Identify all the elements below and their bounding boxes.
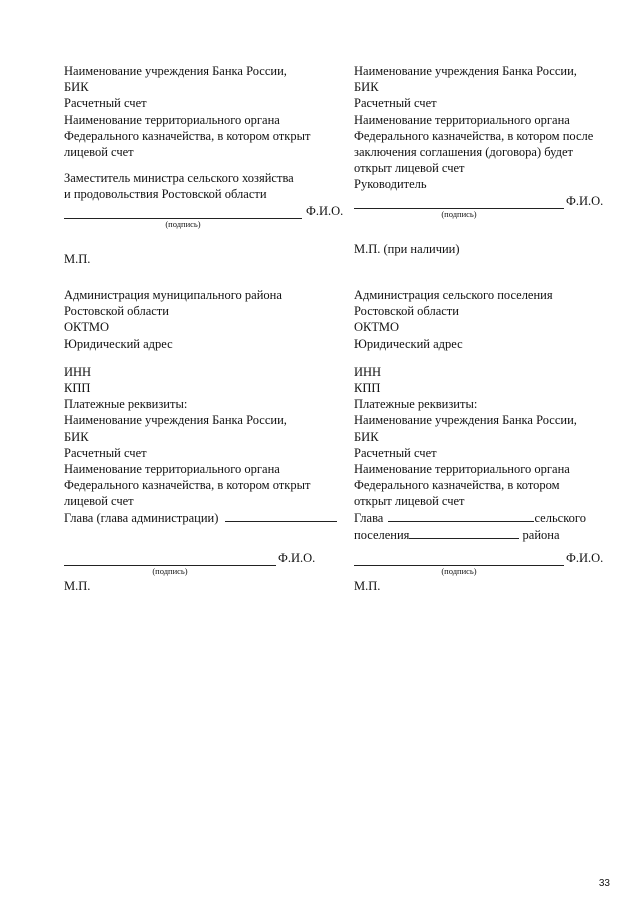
head-line-2 bbox=[354, 526, 606, 542]
left-municipal-block bbox=[64, 287, 347, 594]
page-number: 33 bbox=[598, 878, 610, 889]
treasury-line: Федерального казначейства, в котором открыт bbox=[64, 478, 311, 493]
treasury-line: лицевой счет bbox=[64, 144, 134, 159]
org-name-line: Администрация муниципального района bbox=[64, 288, 282, 302]
account-line: Расчетный счет bbox=[354, 96, 437, 111]
signature-caption: (подпись) bbox=[441, 208, 477, 219]
stamp-label: М.П. bbox=[64, 251, 91, 266]
fio-label: Ф.И.О. bbox=[278, 550, 316, 565]
right-municipal-block bbox=[354, 287, 606, 594]
settlement-label-2: поселения bbox=[354, 527, 410, 542]
stamp-label: М.П. bbox=[64, 578, 91, 593]
signature-row bbox=[354, 550, 606, 566]
signature-row bbox=[64, 203, 347, 219]
bank-name-line: Наименование учреждения Банка России, bbox=[354, 413, 577, 428]
treasury-line: Наименование территориального органа bbox=[354, 461, 570, 476]
kpp-line: КПП bbox=[64, 380, 91, 395]
head-name-field[interactable] bbox=[225, 509, 337, 522]
org-region-line: Ростовской области bbox=[64, 304, 169, 319]
signer-title: Руководитель bbox=[354, 177, 427, 192]
signature-line[interactable] bbox=[354, 196, 564, 209]
signer-title: Заместитель министра сельского хозяйства bbox=[64, 171, 294, 186]
org-name-line: Администрация сельского поселения bbox=[354, 288, 553, 302]
fio-label: Ф.И.О. bbox=[306, 203, 344, 218]
signature-line[interactable] bbox=[354, 553, 564, 566]
head-line bbox=[354, 509, 606, 525]
treasury-line: лицевой счет bbox=[64, 494, 134, 509]
district-label: района bbox=[522, 527, 560, 542]
head-label: Глава (глава администрации) bbox=[64, 511, 219, 526]
payment-details-line: Платежные реквизиты: bbox=[354, 397, 478, 412]
signature-caption: (подпись) bbox=[441, 565, 477, 576]
right-party-block bbox=[354, 63, 606, 257]
head-line bbox=[64, 509, 347, 525]
bank-name-line: Наименование учреждения Банка России, bbox=[64, 64, 287, 78]
inn-line: ИНН bbox=[64, 364, 92, 379]
treasury-line: Наименование территориального органа bbox=[64, 112, 280, 127]
signature-row bbox=[64, 550, 347, 566]
treasury-line: Федерального казначейства, в котором bbox=[354, 478, 560, 493]
bik-line: БИК bbox=[354, 80, 379, 95]
district-name-field[interactable] bbox=[409, 526, 519, 539]
treasury-line: Наименование территориального органа bbox=[64, 461, 280, 476]
bik-line: БИК bbox=[64, 429, 89, 444]
address-line: Юридический адрес bbox=[354, 336, 463, 351]
org-region-line: Ростовской области bbox=[354, 304, 459, 319]
signer-title: и продовольствия Ростовской области bbox=[64, 187, 267, 202]
treasury-line: Федерального казначейства, в котором открыт bbox=[64, 128, 311, 143]
bik-line: БИК bbox=[354, 429, 379, 444]
fio-label: Ф.И.О. bbox=[566, 193, 604, 208]
account-line: Расчетный счет bbox=[64, 445, 147, 460]
bank-name-line: Наименование учреждения Банка России, bbox=[64, 413, 287, 428]
inn-line: ИНН bbox=[354, 364, 382, 379]
address-line: Юридический адрес bbox=[64, 336, 173, 351]
account-line: Расчетный счет bbox=[354, 445, 437, 460]
oktmo-line: ОКТМО bbox=[64, 320, 109, 335]
bank-name-line: Наименование учреждения Банка России, bbox=[354, 64, 577, 78]
stamp-label: М.П. bbox=[354, 578, 381, 593]
account-line: Расчетный счет bbox=[64, 96, 147, 111]
head-label: Глава bbox=[354, 511, 384, 526]
settlement-label: сельского bbox=[534, 511, 586, 526]
signature-caption: (подпись) bbox=[152, 565, 188, 576]
settlement-name-field[interactable] bbox=[388, 509, 534, 522]
signature-caption: (подпись) bbox=[165, 218, 201, 229]
treasury-line: Наименование территориального органа bbox=[354, 112, 570, 127]
stamp-label: М.П. (при наличии) bbox=[354, 241, 460, 256]
fio-label: Ф.И.О. bbox=[566, 550, 604, 565]
kpp-line: КПП bbox=[354, 380, 381, 395]
treasury-line: заключения соглашения (договора) будет bbox=[354, 144, 573, 159]
treasury-line: открыт лицевой счет bbox=[354, 494, 465, 509]
payment-details-line: Платежные реквизиты: bbox=[64, 397, 188, 412]
signature-row bbox=[354, 193, 606, 209]
treasury-line: Федерального казначейства, в котором после bbox=[354, 128, 594, 143]
treasury-line: открыт лицевой счет bbox=[354, 161, 465, 176]
bik-line: БИК bbox=[64, 80, 89, 95]
left-party-block bbox=[64, 63, 347, 267]
oktmo-line: ОКТМО bbox=[354, 320, 399, 335]
signature-line[interactable] bbox=[64, 206, 302, 219]
signature-line[interactable] bbox=[64, 553, 276, 566]
